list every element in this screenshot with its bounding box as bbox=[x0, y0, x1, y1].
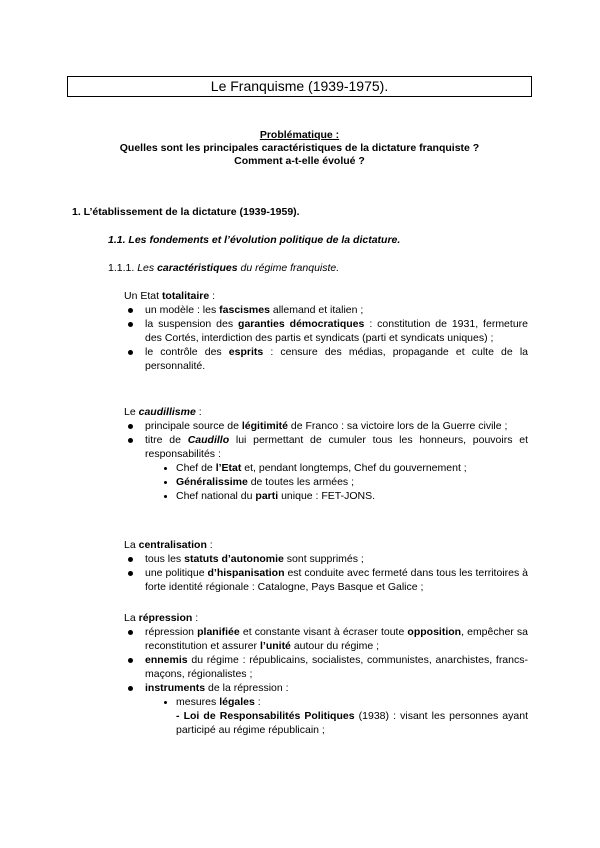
list-item: instruments de la répression : bbox=[124, 681, 528, 695]
list-item: tous les statuts d’autonomie sont supprimés ; bbox=[124, 552, 528, 566]
question-2: Comment a-t-elle évolué ? bbox=[234, 155, 365, 167]
list-item: le contrôle des esprits : censure des médias, propagande et culte de la personnalité. bbox=[124, 345, 528, 373]
law-item: - Loi de Responsabilités Politiques (1938) : visant les personnes ayant participé au régime républicain ; bbox=[176, 710, 528, 736]
sub-list-item: Chef national du parti unique : FET-JONS. bbox=[161, 489, 528, 503]
document-title: Le Franquisme (1939-1975). bbox=[67, 76, 532, 97]
section-title: La centralisation : bbox=[124, 539, 213, 551]
section-title: La répression : bbox=[124, 612, 199, 624]
heading-1-1-1: 1.1.1. Les caractéristiques du régime franquiste. bbox=[108, 262, 340, 274]
heading-1: 1. L’établissement de la dictature (1939-1959). bbox=[72, 206, 300, 218]
list-item: ennemis du régime : républicains, socialistes, communistes, anarchistes, francs-maçons, régionalistes ; bbox=[124, 653, 528, 681]
list-item: titre de Caudillo lui permettant de cumuler tous les honneurs, pouvoirs et responsabilités : bbox=[124, 433, 528, 461]
section-etat-totalitaire bbox=[124, 289, 528, 373]
sub-list-item: mesures légales : bbox=[161, 695, 528, 709]
list-item: la suspension des garanties démocratiques : constitution de 1931, fermeture des Cortés, interdiction des partis et syndicats (parti et syndicats uniques) ; bbox=[124, 317, 528, 345]
heading-1-1: 1.1. Les fondements et l’évolution politique de la dictature. bbox=[108, 234, 401, 246]
sub-list-item: Chef de l’Etat et, pendant longtemps, Chef du gouvernement ; bbox=[161, 461, 528, 475]
problematique-block bbox=[67, 129, 532, 168]
section-repression bbox=[124, 611, 528, 737]
list-item: principale source de légitimité de Franco : sa victoire lors de la Guerre civile ; bbox=[124, 419, 528, 433]
list-item: répression planifiée et constante visant à écraser toute opposition, empêcher sa reconstitution et assurer l’unité autour du régime ; bbox=[124, 625, 528, 653]
section-centralisation bbox=[124, 538, 528, 594]
question-1: Quelles sont les principales caractéristiques de la dictature franquiste ? bbox=[119, 142, 480, 154]
section-title: Le caudillisme : bbox=[124, 406, 202, 418]
section-caudillisme bbox=[124, 405, 528, 503]
section-title: Un Etat totalitaire : bbox=[124, 290, 216, 302]
list-item: un modèle : les fascismes allemand et italien ; bbox=[124, 303, 528, 317]
problematique-label: Problématique : bbox=[259, 129, 340, 141]
sub-list-item: Généralissime de toutes les armées ; bbox=[161, 475, 528, 489]
list-item: une politique d’hispanisation est conduite avec fermeté dans tous les territoires à forte identité régionale : Catalogne, Pays Basque et Galice ; bbox=[124, 566, 528, 594]
